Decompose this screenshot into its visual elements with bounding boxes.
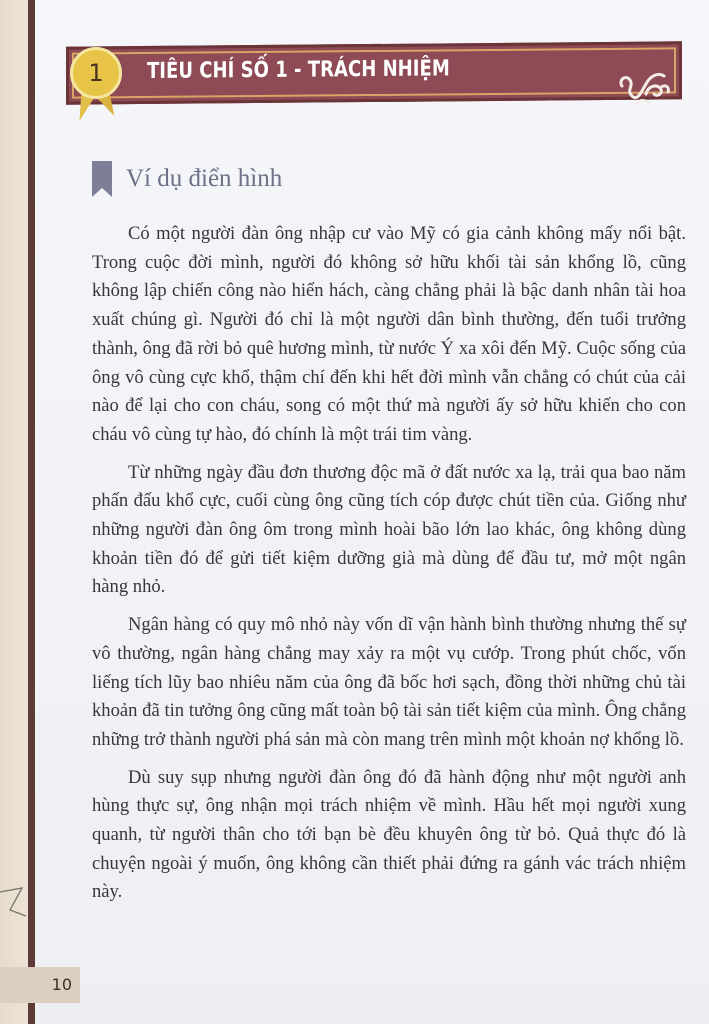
paragraph: Ngân hàng có quy mô nhỏ này vốn dĩ vận hành bình thường nhưng thế sự vô thường, ngân hàng chẳng may xảy ra một vụ cướp. Trong phút chốc, vốn liếng tích lũy bao nhiêu năm của ông đã bốc hơi sạch, đồng thời những chủ tài khoản đã tin tưởng ông cũng mất toàn bộ tài sản tiết kiệm của mình. Ông chẳng những trở thành người phá sản mà còn mang trên mình một khoản nợ khổng lồ.: [92, 614, 686, 750]
chapter-title: TIÊU CHÍ SỐ 1 - TRÁCH NHIỆM: [147, 56, 450, 84]
medal-icon: [70, 47, 122, 99]
page-number-tab: [0, 967, 80, 1003]
pencil-mark: [0, 880, 28, 920]
chapter-banner: [66, 41, 682, 104]
chapter-number: 1: [88, 59, 104, 87]
section-heading: [92, 160, 282, 198]
page-margin: [0, 0, 28, 1024]
paragraph: Dù suy sụp nhưng người đàn ông đó đã hành động như một người anh hùng thực sự, ông nhận mọi trách nhiệm về mình. Hầu hết mọi người xung quanh, từ người thân cho tới bạn bè đều khuyên ông từ bỏ. Quả thực đó là chuyện ngoài ý muốn, ông không cần thiết phải đứng ra gánh vác trách nhiệm này.: [92, 766, 686, 903]
paragraph: Từ những ngày đầu đơn thương độc mã ở đất nước xa lạ, trải qua bao năm phấn đấu khổ cực, cuối cùng ông cũng tích cóp được chút tiền của. Giống như những người đàn ông ôm trong mình hoài bão lớn lao khác, ông không dùng khoản tiền đó để gửi tiết kiệm dưỡng già mà dùng để đầu tư, mở một ngân hàng nhỏ.: [92, 461, 686, 598]
margin-rule: [28, 0, 35, 1024]
section-title: Ví dụ điển hình: [126, 165, 283, 192]
bookmark-icon: [92, 161, 112, 197]
page-number: 10: [51, 975, 72, 994]
body-text: [92, 220, 686, 916]
paragraph: Có một người đàn ông nhập cư vào Mỹ có gia cảnh không mấy nổi bật. Trong cuộc đời mình, người đó không sở hữu khối tài sản khổng lồ, cũng không lập chiến công nào hiển hách, càng chẳng phải là bậc danh nhân tài hoa xuất chúng gì. Người đó chỉ là một người dân bình thường, đến tuổi trưởng thành, ông đã rời bỏ quê hương mình, từ nước Ý xa xôi đến Mỹ. Cuộc sống của ông vô cùng cực khổ, thậm chí đến khi hết đời mình vẫn chẳng có chút của cải nào để lại cho con cháu, song có một thứ mà người ấy sở hữu khiến cho con cháu vô cùng tự hào, đó chính là một trái tim vàng.: [92, 223, 686, 445]
flourish-ornament-icon: [616, 66, 674, 106]
